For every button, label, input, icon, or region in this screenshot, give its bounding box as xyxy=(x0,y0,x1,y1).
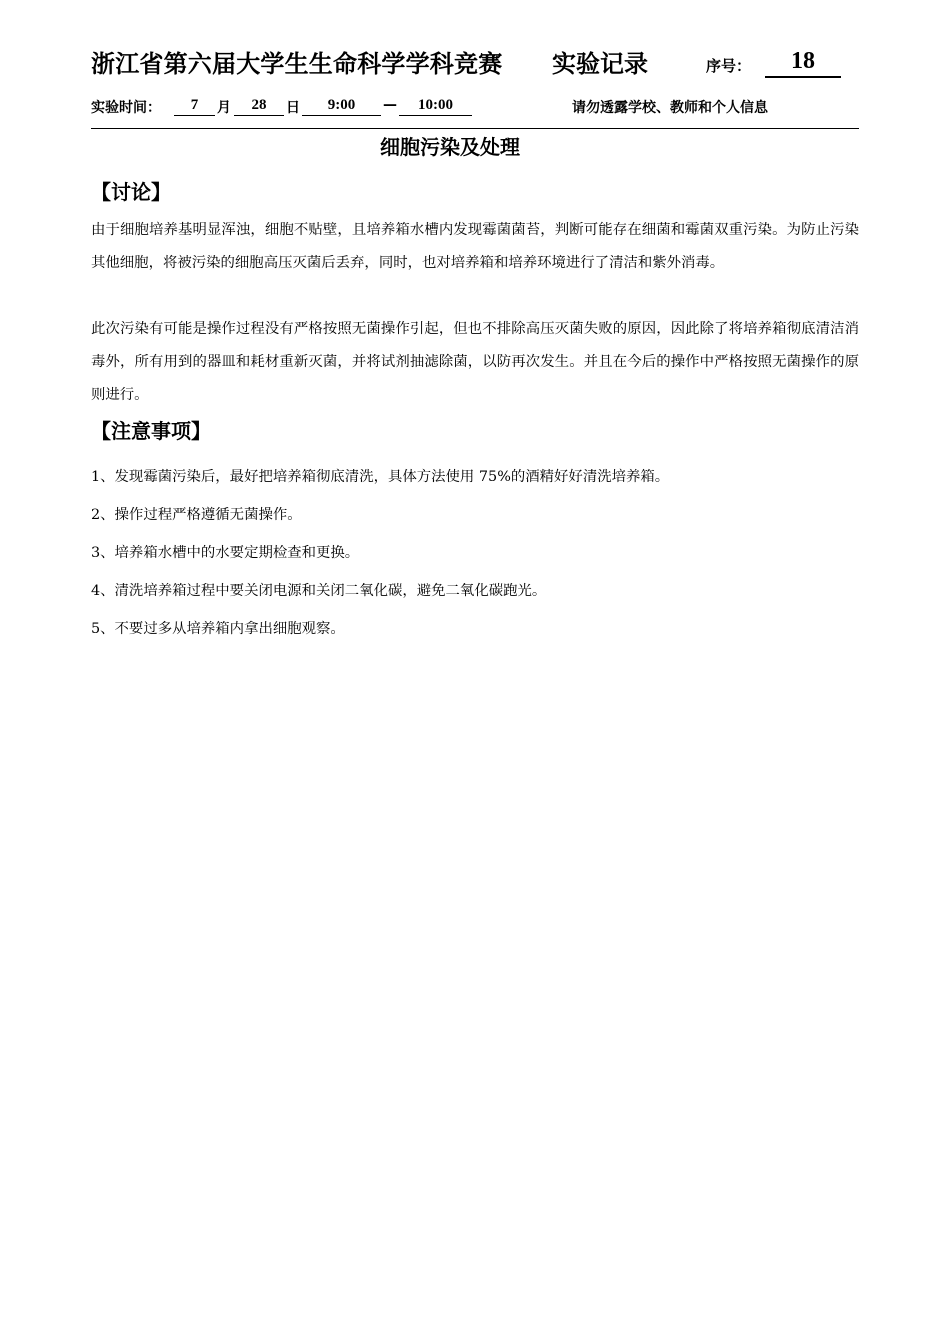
discussion-paragraph: 此次污染有可能是操作过程没有严格按照无菌操作引起，但也不排除高压灭菌失败的原因，因此除了将培养箱彻底清洁消毒外，所有用到的器皿和耗材重新灭菌，并将试剂抽滤除菌，以防再次发生。并且在今后的操作中严格按照无菌操作的原则进行。 xyxy=(91,321,859,403)
experiment-day: 28 xyxy=(234,96,284,116)
experiment-start-time: 9:00 xyxy=(302,96,381,116)
notes-heading: 【注意事项】 xyxy=(91,419,211,443)
list-item: 3、培养箱水槽中的水要定期检查和更换。 xyxy=(91,545,360,561)
list-item: 1、发现霉菌污染后，最好把培养箱彻底清洗，具体方法使用 75%的酒精好好清洗培养箱。 xyxy=(91,469,670,485)
discussion-paragraph: 由于细胞培养基明显浑浊，细胞不贴壁，且培养箱水槽内发现霉菌菌苔，判断可能存在细菌和霉菌双重污染。为防止污染其他细胞，将被污染的细胞高压灭菌后丢弃，同时，也对培养箱和培养环境进行了清洁和紫外消毒。 xyxy=(91,222,859,271)
list-item: 2、操作过程严格遵循无菌操作。 xyxy=(91,507,302,523)
notes-list xyxy=(91,462,859,652)
list-item: 5、不要过多从培养箱内拿出细胞观察。 xyxy=(91,621,345,637)
serial-number-value: 18 xyxy=(765,46,841,78)
list-item: 4、清洗培养箱过程中要关闭电源和关闭二氧化碳，避免二氧化碳跑光。 xyxy=(91,583,547,599)
experiment-time-row xyxy=(91,96,859,118)
header-divider xyxy=(91,128,859,129)
page-header xyxy=(91,44,859,84)
competition-title: 浙江省第六届大学生生命科学学科竞赛 xyxy=(91,50,503,78)
document-title: 细胞污染及处理 xyxy=(380,135,520,159)
time-separator: — xyxy=(383,97,397,113)
month-unit: 月 xyxy=(217,100,231,116)
record-label: 实验记录 xyxy=(552,50,648,78)
discussion-heading: 【讨论】 xyxy=(91,180,171,204)
experiment-month: 7 xyxy=(174,96,215,116)
day-unit: 日 xyxy=(286,100,300,116)
experiment-time-label: 实验时间： xyxy=(91,100,161,116)
serial-number-label: 序号： xyxy=(706,57,752,75)
experiment-end-time: 10:00 xyxy=(399,96,472,116)
privacy-notice: 请勿透露学校、教师和个人信息 xyxy=(572,100,768,116)
